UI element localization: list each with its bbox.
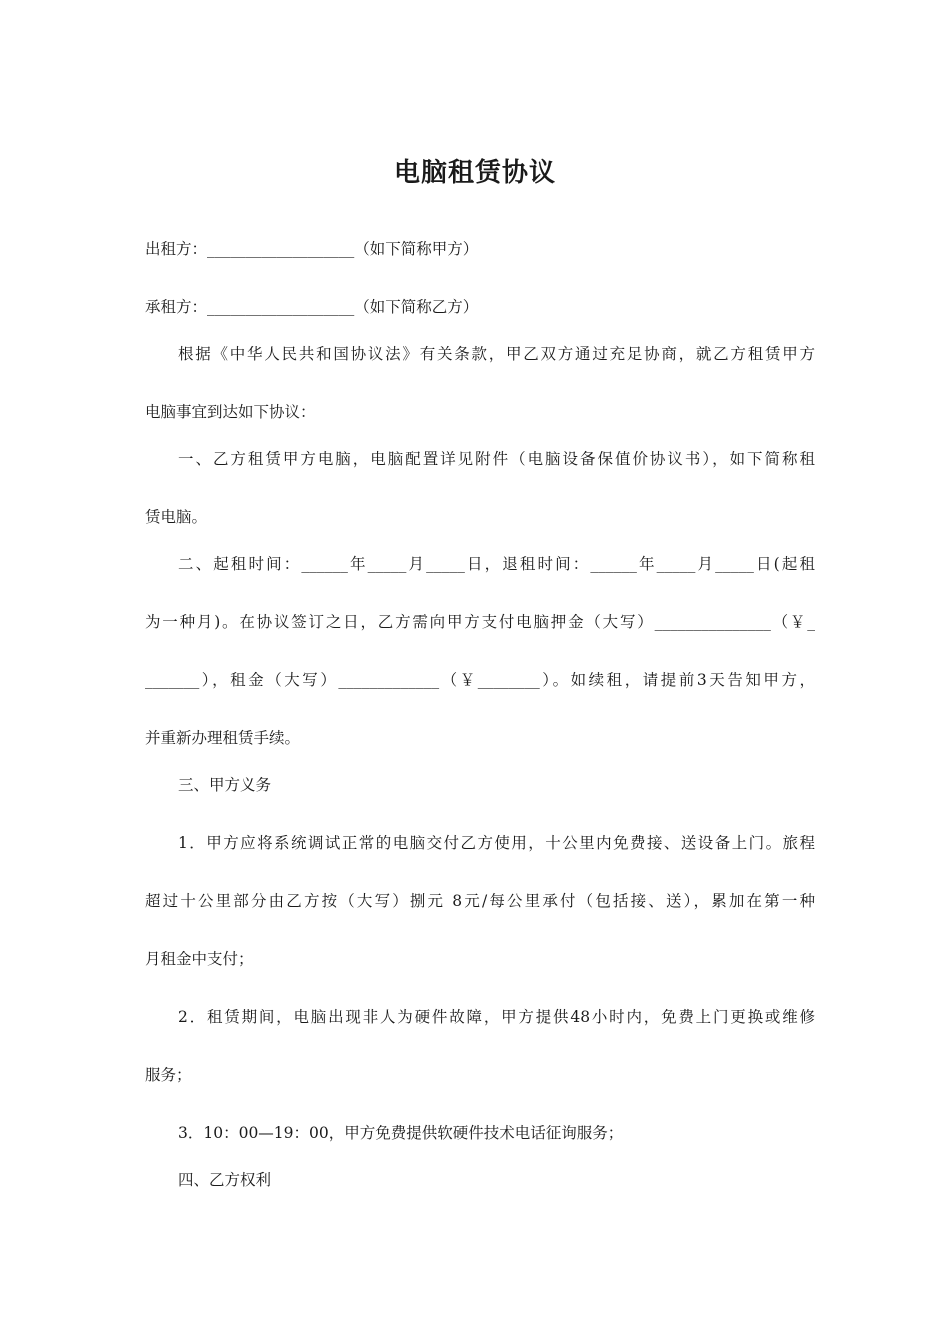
section-3-item-2-line-1: 2．租赁期间，电脑出现非人为硬件故障，甲方提供48小时内，免费上门更换或维修 [178, 1008, 815, 1026]
clause-2-line-1: 二、起租时间：______年_____月_____日，退租时间：______年_____月_____日(起租 [178, 555, 815, 573]
section-3-item-2-line-2: 服务； [145, 1066, 192, 1084]
preamble-line-2: 电脑事宜到达如下协议： [145, 403, 316, 421]
section-4-heading: 四、乙方权利 [178, 1171, 272, 1189]
section-3-heading: 三、甲方义务 [178, 776, 272, 794]
clause-2-line-3: _______），租金（大写）_____________（￥________）。如续租，请提前3天告知甲方， [145, 671, 815, 689]
clause-1-line-2: 赁电脑。 [145, 508, 208, 526]
clause-2-line-4: 并重新办理租赁手续。 [145, 729, 301, 747]
document-title: 电脑租赁协议 [393, 158, 556, 188]
section-3-item-3: 3．10：00—19：00，甲方免费提供软硬件技术电话征询服务； [178, 1124, 624, 1142]
lessee-line: 承租方：___________________（如下简称乙方） [145, 298, 479, 316]
section-3-item-1-line-1: 1．甲方应将系统调试正常的电脑交付乙方使用，十公里内免费接、送设备上门。旅程 [178, 834, 815, 852]
preamble-line-1: 根据《中华人民共和国协议法》有关条款，甲乙双方通过充足协商，就乙方租赁甲方 [178, 345, 815, 363]
section-3-item-1-line-2: 超过十公里部分由乙方按（大写）捌元 8元/每公里承付（包括接、送），累加在第一种 [145, 892, 815, 910]
clause-2-line-2: 为一种月)。在协议签订之日，乙方需向甲方支付电脑押金（大写）_______________（￥_ [145, 613, 815, 631]
section-3-item-1-line-3: 月租金中支付； [145, 950, 254, 968]
clause-1-line-1: 一、乙方租赁甲方电脑，电脑配置详见附件（电脑设备保值价协议书），如下简称租 [178, 450, 815, 468]
lessor-line: 出租方：___________________（如下简称甲方） [145, 240, 479, 258]
